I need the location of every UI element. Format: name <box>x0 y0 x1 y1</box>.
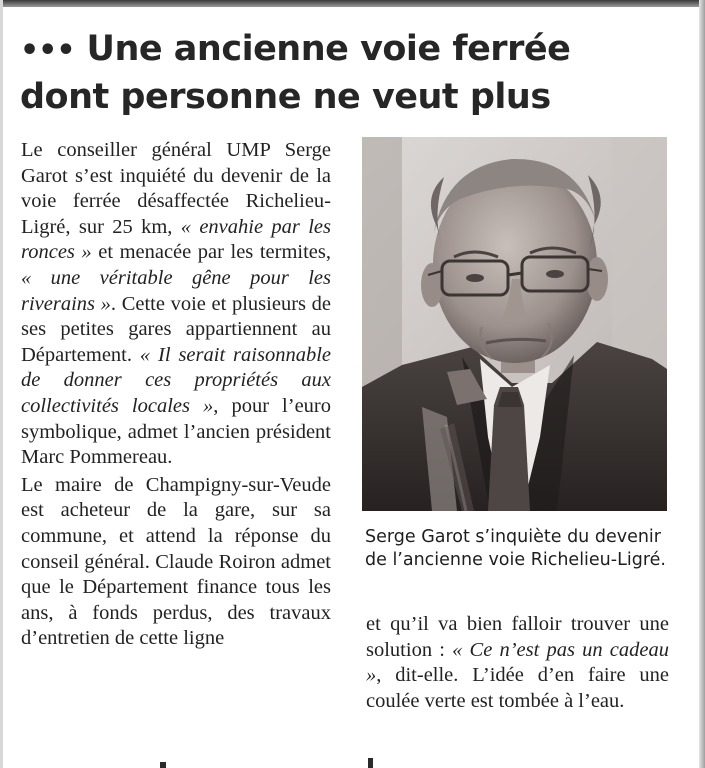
body-paragraph-1 <box>21 138 331 471</box>
body-paragraph-3 <box>366 612 669 714</box>
headline-line-2: dont personne ne veut plus <box>20 77 551 117</box>
quote-text: « Il serait raisonnable de donner ces propriétés aux collectivités locales » <box>21 343 331 417</box>
quote-text: « envahie par les ronces » <box>21 215 331 264</box>
portrait-photo <box>362 137 667 511</box>
quote-text: « Ce n’est pas un cadeau » <box>366 638 670 686</box>
body-text: et menacée par les termites, <box>91 241 331 264</box>
body-paragraph-2 <box>21 473 331 652</box>
scan-edge-left <box>0 0 3 768</box>
body-text: Le maire de Champigny-sur-Veude est acheteur de la gare, sur sa commune, et attend la réponse du conseil général. Claude Roiron admet que le Département finance tous les ans, à fonds perdus, des travaux d’entretien de cette ligne <box>21 473 331 650</box>
body-text: et qu’il va bien falloir trouver une solution : <box>366 613 669 661</box>
scan-edge-right <box>699 0 705 768</box>
body-text: , dit-elle. L’idée d’en faire une coulée verte est tombée à l’eau. <box>366 664 669 712</box>
article-body-left-column <box>21 138 331 654</box>
quote-text: « une véritable gêne pour les riverains » <box>21 266 331 315</box>
body-text: , pour l’euro symbolique, admet l’ancien président Marc Pommereau. <box>21 394 331 469</box>
body-text: . Cette voie et plusieurs de ses petites gares appartiennent au Département. <box>21 292 331 366</box>
headline-text-1: Une ancienne voie ferrée <box>86 29 571 69</box>
article-headline <box>20 26 690 121</box>
next-article-fragment <box>160 762 166 768</box>
scan-edge-top <box>0 0 705 7</box>
portrait-photo-image <box>362 137 667 511</box>
next-article-fragment <box>368 758 373 768</box>
body-text: Le conseiller général UMP Serge Garot s’est inquiété du devenir de la voie ferrée désaffectée Richelieu-Ligré, sur 25 km, <box>21 139 331 238</box>
headline-bullet: ••• <box>20 33 75 68</box>
photo-caption: Serge Garot s’inquiète du devenir de l’ancienne voie Richelieu-Ligré. <box>365 527 666 570</box>
article-body-right-column <box>366 612 669 714</box>
headline-line-1 <box>20 26 690 74</box>
